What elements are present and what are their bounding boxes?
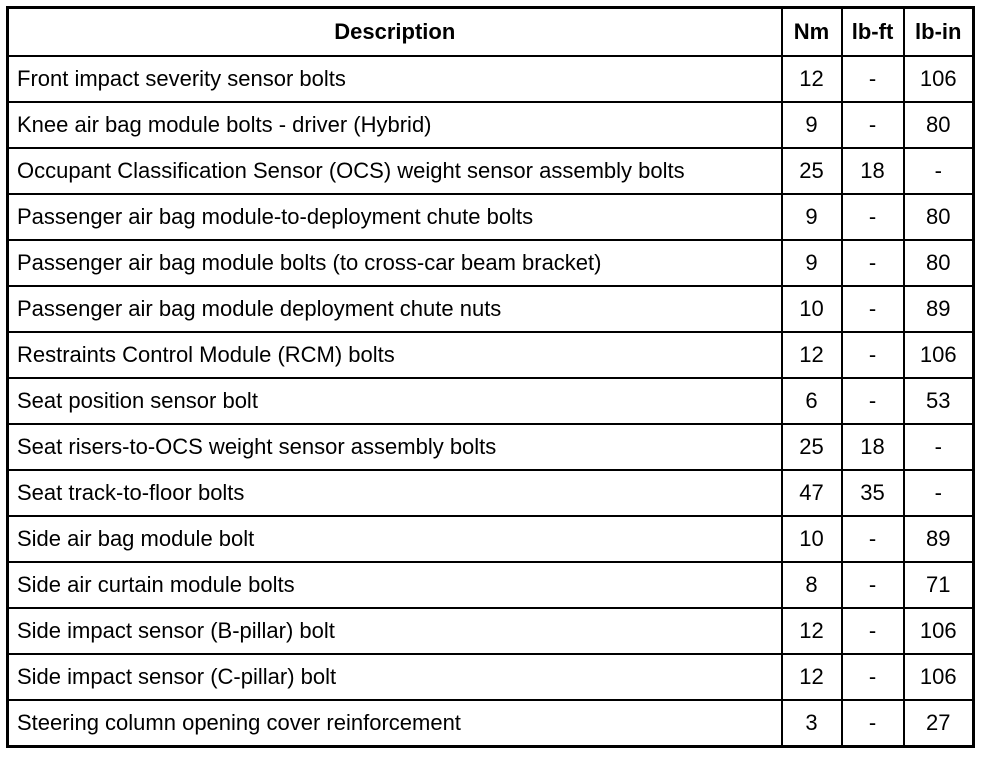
lb-in-cell: 53 <box>904 378 974 424</box>
lb-ft-cell: - <box>842 700 904 747</box>
description-cell: Side air bag module bolt <box>8 516 782 562</box>
nm-cell: 9 <box>782 240 842 286</box>
lb-in-cell: 106 <box>904 654 974 700</box>
nm-cell: 3 <box>782 700 842 747</box>
nm-cell: 6 <box>782 378 842 424</box>
header-lb-ft: lb-ft <box>842 8 904 57</box>
lb-ft-cell: - <box>842 240 904 286</box>
lb-ft-cell: - <box>842 194 904 240</box>
nm-cell: 12 <box>782 608 842 654</box>
nm-cell: 12 <box>782 332 842 378</box>
nm-cell: 10 <box>782 516 842 562</box>
description-cell: Seat track-to-floor bolts <box>8 470 782 516</box>
lb-ft-cell: - <box>842 56 904 102</box>
table-row <box>8 608 974 654</box>
table-row <box>8 240 974 286</box>
table-row <box>8 148 974 194</box>
nm-cell: 25 <box>782 424 842 470</box>
description-cell: Seat position sensor bolt <box>8 378 782 424</box>
table-row <box>8 332 974 378</box>
lb-in-cell: 80 <box>904 240 974 286</box>
table-header-row <box>8 8 974 57</box>
lb-ft-cell: - <box>842 608 904 654</box>
lb-in-cell: 106 <box>904 56 974 102</box>
nm-cell: 10 <box>782 286 842 332</box>
table-row <box>8 562 974 608</box>
table-row <box>8 516 974 562</box>
table-row <box>8 194 974 240</box>
lb-ft-cell: - <box>842 332 904 378</box>
header-description: Description <box>8 8 782 57</box>
nm-cell: 12 <box>782 56 842 102</box>
description-cell: Knee air bag module bolts - driver (Hybrid) <box>8 102 782 148</box>
nm-cell: 9 <box>782 194 842 240</box>
lb-ft-cell: - <box>842 562 904 608</box>
table-row <box>8 470 974 516</box>
lb-ft-cell: - <box>842 654 904 700</box>
nm-cell: 12 <box>782 654 842 700</box>
torque-specifications-table <box>6 6 975 748</box>
nm-cell: 47 <box>782 470 842 516</box>
lb-ft-cell: 18 <box>842 424 904 470</box>
lb-ft-cell: - <box>842 286 904 332</box>
description-cell: Passenger air bag module bolts (to cross-car beam bracket) <box>8 240 782 286</box>
header-nm: Nm <box>782 8 842 57</box>
description-cell: Front impact severity sensor bolts <box>8 56 782 102</box>
lb-in-cell: 89 <box>904 516 974 562</box>
description-cell: Steering column opening cover reinforcement <box>8 700 782 747</box>
table-row <box>8 424 974 470</box>
lb-in-cell: 80 <box>904 194 974 240</box>
lb-ft-cell: - <box>842 516 904 562</box>
description-cell: Side air curtain module bolts <box>8 562 782 608</box>
lb-in-cell: 71 <box>904 562 974 608</box>
table-row <box>8 700 974 747</box>
table-row <box>8 378 974 424</box>
table-body <box>8 56 974 747</box>
description-cell: Passenger air bag module-to-deployment chute bolts <box>8 194 782 240</box>
description-cell: Side impact sensor (B-pillar) bolt <box>8 608 782 654</box>
lb-in-cell: 80 <box>904 102 974 148</box>
lb-ft-cell: 18 <box>842 148 904 194</box>
lb-in-cell: - <box>904 424 974 470</box>
lb-in-cell: 106 <box>904 332 974 378</box>
lb-ft-cell: - <box>842 102 904 148</box>
lb-in-cell: 89 <box>904 286 974 332</box>
nm-cell: 9 <box>782 102 842 148</box>
lb-in-cell: 106 <box>904 608 974 654</box>
lb-ft-cell: 35 <box>842 470 904 516</box>
lb-in-cell: 27 <box>904 700 974 747</box>
table-row <box>8 56 974 102</box>
header-lb-in: lb-in <box>904 8 974 57</box>
description-cell: Restraints Control Module (RCM) bolts <box>8 332 782 378</box>
lb-ft-cell: - <box>842 378 904 424</box>
nm-cell: 8 <box>782 562 842 608</box>
lb-in-cell: - <box>904 148 974 194</box>
description-cell: Occupant Classification Sensor (OCS) weight sensor assembly bolts <box>8 148 782 194</box>
nm-cell: 25 <box>782 148 842 194</box>
table-row <box>8 286 974 332</box>
table-row <box>8 102 974 148</box>
description-cell: Side impact sensor (C-pillar) bolt <box>8 654 782 700</box>
table-row <box>8 654 974 700</box>
description-cell: Seat risers-to-OCS weight sensor assembly bolts <box>8 424 782 470</box>
description-cell: Passenger air bag module deployment chute nuts <box>8 286 782 332</box>
lb-in-cell: - <box>904 470 974 516</box>
